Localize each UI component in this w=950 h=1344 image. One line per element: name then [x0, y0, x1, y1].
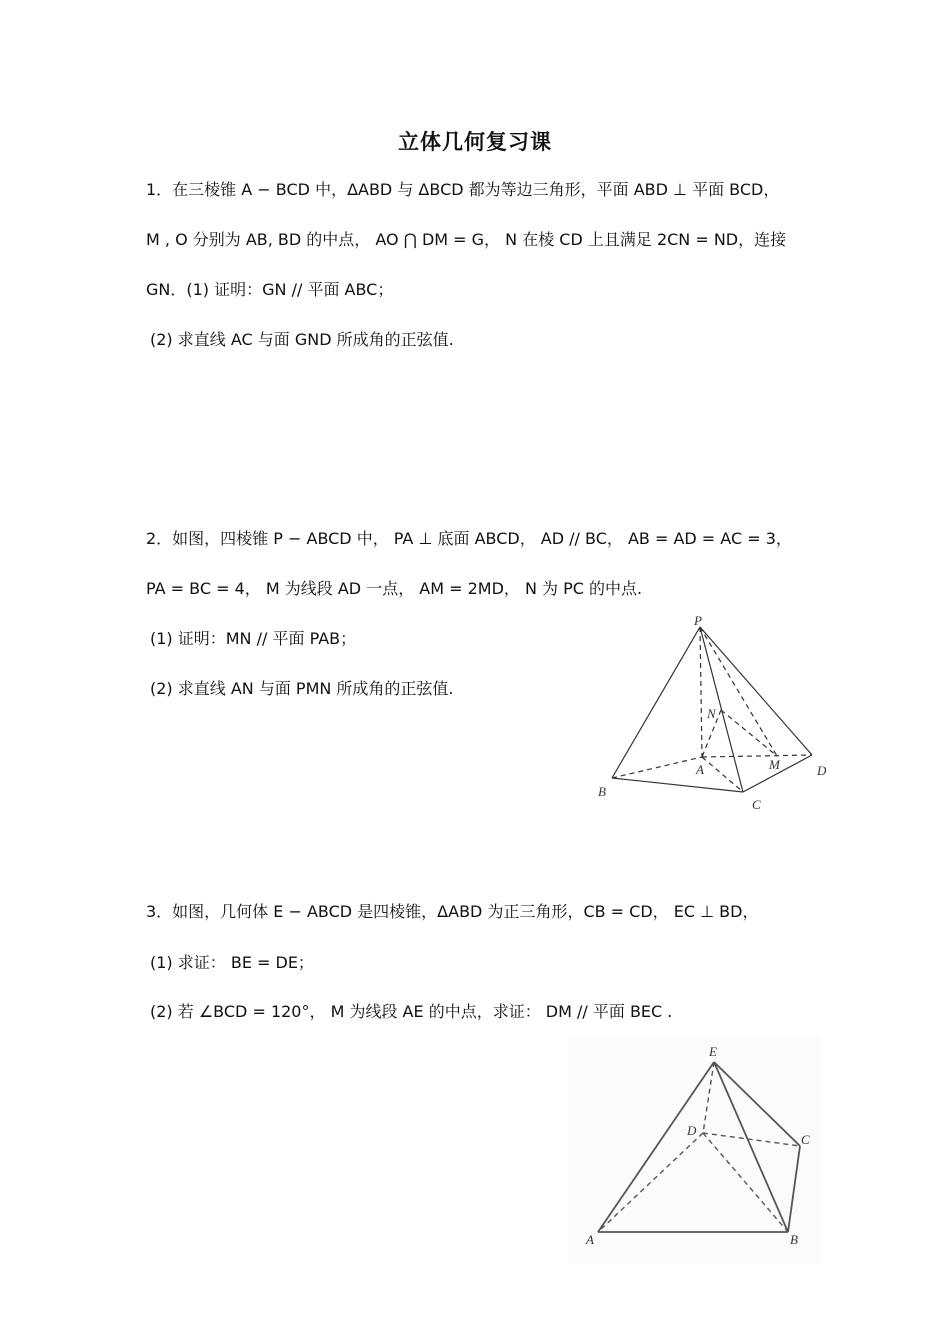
q1-line-3: GN．(1) 证明：GN // 平面 ABC；	[146, 280, 394, 299]
edge-PA	[700, 627, 702, 757]
edge-NM	[721, 710, 777, 756]
edge-AD	[702, 755, 812, 757]
q2-label-C: C	[752, 797, 761, 812]
q3-line-1: 3．如图，几何体 E − ABCD 是四棱锥，ΔABD 为正三角形，CB = CD， EC ⊥ BD，	[146, 902, 759, 921]
q1-line-2: M , O 分别为 AB, BD 的中点， AO ⋂ DM = G， N 在棱 CD 上且满足 2CN = ND，连接	[146, 230, 787, 249]
q2-label-D: D	[817, 763, 827, 778]
q3-label-A: A	[586, 1232, 594, 1247]
q3-line-3: (2) 若 ∠BCD = 120°， M 为线段 AE 的中点，求证： DM // 平面 BEC .	[150, 1002, 673, 1021]
page-title: 立体几何复习课	[398, 130, 552, 154]
edge-PB	[612, 627, 700, 778]
q2-label-N: N	[707, 706, 716, 721]
edge-AC	[702, 757, 743, 792]
q2-line-3: (1) 证明：MN // 平面 PAB；	[150, 629, 357, 648]
edge-PM	[700, 627, 777, 756]
q1-line-1: 1．在三棱锥 A − BCD 中，ΔABD 与 ΔBCD 都为等边三角形，平面 ABD ⊥ 平面 BCD，	[146, 180, 780, 199]
q2-label-P: P	[694, 613, 702, 628]
q3-pyramid-figure	[568, 1036, 820, 1264]
q2-line-4: (2) 求直线 AN 与面 PMN 所成角的正弦值.	[150, 679, 454, 698]
q3-label-D: D	[687, 1123, 697, 1138]
q2-line-1: 2．如图，四棱锥 P − ABCD 中， PA ⊥ 底面 ABCD， AD // BC， AB = AD = AC = 3，	[146, 529, 792, 548]
q3-label-C: C	[801, 1132, 810, 1147]
edge-BC	[612, 778, 743, 792]
q3-line-2: (1) 求证： BE = DE；	[150, 953, 314, 972]
q2-line-2: PA = BC = 4， M 为线段 AD 一点， AM = 2MD， N 为 PC 的中点.	[146, 579, 643, 598]
q3-label-E: E	[709, 1044, 717, 1059]
q1-line-4: (2) 求直线 AC 与面 GND 所成角的正弦值.	[150, 330, 454, 349]
q2-label-B: B	[598, 784, 606, 799]
edge-BA	[612, 757, 702, 778]
q2-pyramid-figure	[590, 615, 840, 820]
q3-label-B: B	[790, 1232, 798, 1247]
figure-background	[568, 1036, 820, 1264]
q2-label-M: M	[769, 757, 780, 772]
q2-label-A: A	[696, 762, 704, 777]
